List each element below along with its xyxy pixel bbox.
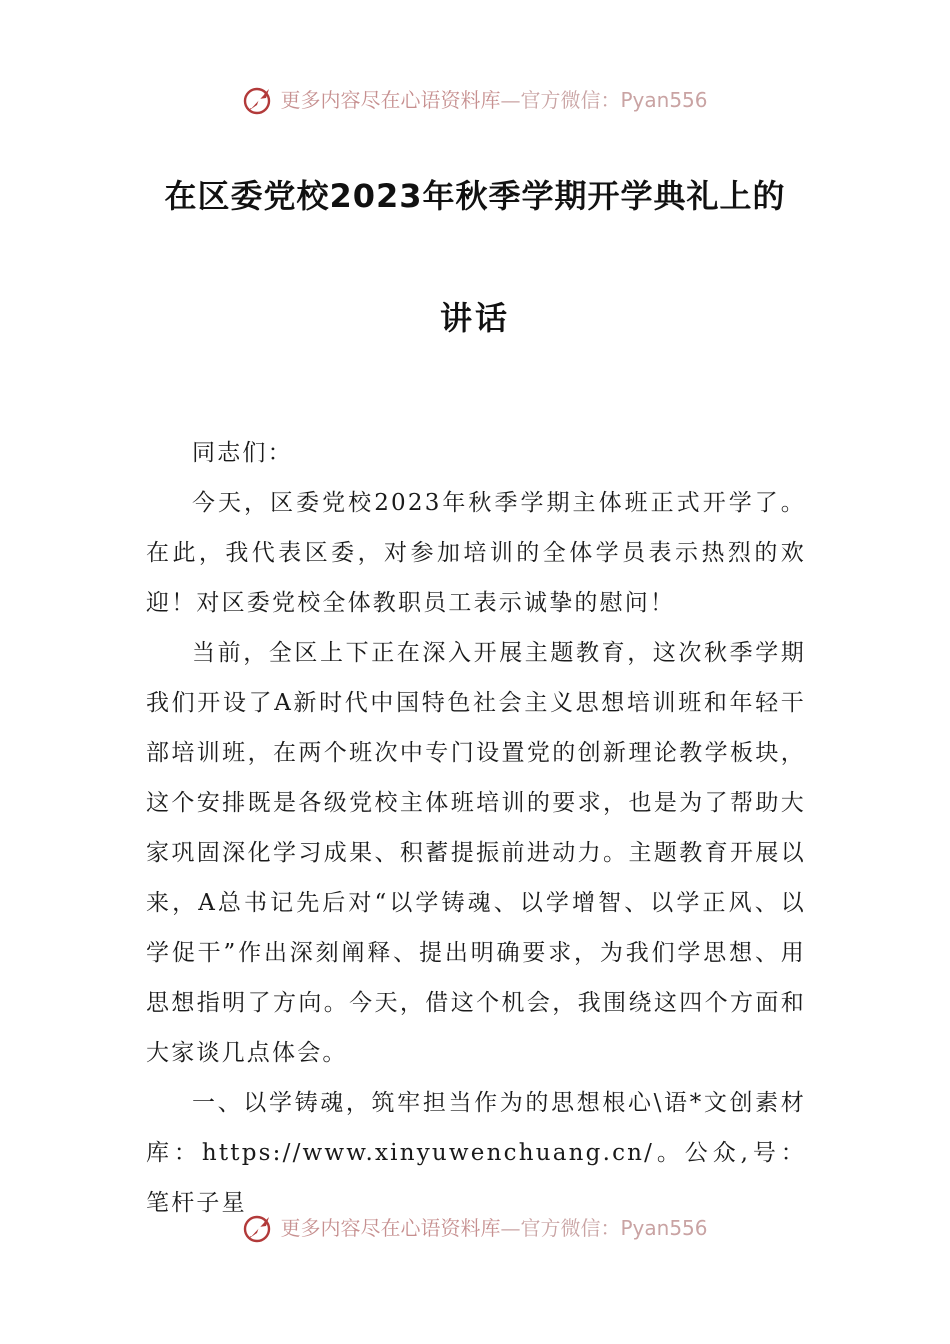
- footer-watermark: [0, 1212, 950, 1244]
- watermark-text: [280, 1212, 707, 1244]
- paragraph: 今天，区委党校2023年秋季学期主体班正式开学了。在此，我代表区委，对参加培训的全体学员表示热烈的欢迎！对区委党校全体教职员工表示诚挚的慰问！: [146, 490, 806, 616]
- watermark-label: 官方微信：: [520, 1216, 621, 1240]
- paragraph: 一、以学铸魂，筑牢担当作为的思想根心\语*文创素材库：https://www.xinyuwenchuang.cn/。公众,号：笔杆子星: [146, 1090, 806, 1216]
- salutation: 同志们：: [192, 440, 293, 466]
- quill-logo-icon: [242, 1212, 274, 1244]
- paragraph: 当前，全区上下正在深入开展主题教育，这次秋季学期我们开设了A新时代中国特色社会主义思想培训班和年轻干部培训班，在两个班次中专门设置党的创新理论教学板块，这个安排既是各级党校主体班培训的要求，也是为了帮助大家巩固深化学习成果、积蓄提振前进动力。主题教育开展以来，A总书记先后对“以学铸魂、以学增智、以学正风、以学促干”作出深刻阐释、提出明确要求，为我们学思想、用思想指明了方向。今天，借这个机会，我围绕这四个方面和大家谈几点体会。: [146, 640, 806, 1066]
- watermark-text: [280, 84, 707, 116]
- document-title-line-1: 在区委党校2023年秋季学期开学典礼上的: [164, 177, 786, 215]
- quill-logo-icon: [242, 84, 274, 116]
- document-title-line-2: 讲话: [439, 299, 510, 337]
- watermark-separator: —: [500, 1216, 521, 1240]
- document-body: [146, 428, 806, 1228]
- header-watermark: [0, 84, 950, 116]
- watermark-wechat-id: Pyan556: [620, 1216, 708, 1240]
- watermark-wechat-id: Pyan556: [620, 88, 708, 112]
- watermark-brand: 更多内容尽在心语资料库: [280, 88, 501, 112]
- watermark-separator: —: [500, 88, 521, 112]
- watermark-label: 官方微信：: [520, 88, 621, 112]
- watermark-brand: 更多内容尽在心语资料库: [280, 1216, 501, 1240]
